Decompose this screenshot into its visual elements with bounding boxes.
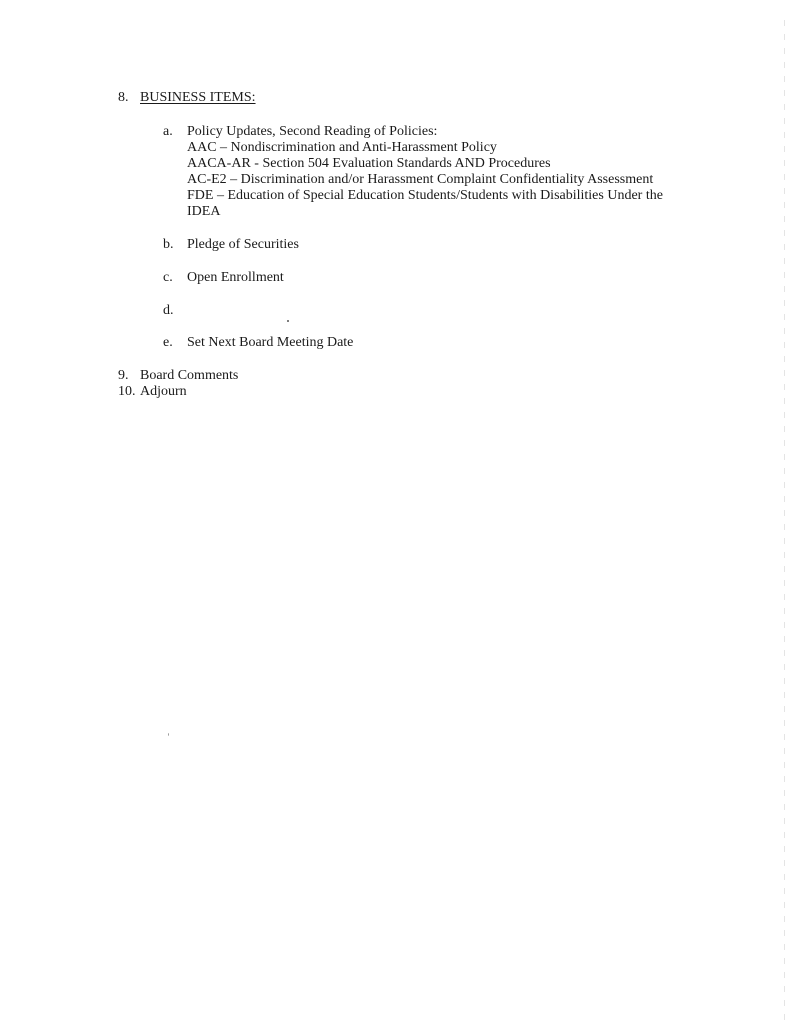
policy-line: FDE – Education of Special Education Students/Students with Disabilities Under the	[187, 188, 663, 203]
item-letter: a.	[163, 124, 173, 139]
policy-line: AACA-AR - Section 504 Evaluation Standards AND Procedures	[187, 156, 551, 171]
scan-speck	[168, 733, 169, 736]
section-number: 10.	[118, 384, 136, 399]
section-title: BUSINESS ITEMS:	[140, 90, 256, 105]
policy-line: AAC – Nondiscrimination and Anti-Harassment Policy	[187, 140, 497, 155]
policy-line: AC-E2 – Discrimination and/or Harassment Complaint Confidentiality Assessment	[187, 172, 654, 187]
section-adjourn	[118, 384, 187, 400]
item-letter: b.	[163, 237, 174, 252]
section-number: 9.	[118, 368, 129, 383]
item-text: Policy Updates, Second Reading of Policies:	[187, 124, 438, 139]
item-letter: c.	[163, 270, 173, 285]
policy-line: IDEA	[187, 204, 221, 219]
item-text: Open Enrollment	[187, 270, 284, 285]
section-text: Adjourn	[140, 384, 187, 399]
section-number: 8.	[118, 90, 129, 105]
business-item-e	[163, 335, 353, 351]
item-letter: e.	[163, 335, 173, 350]
item-text: Pledge of Securities	[187, 237, 299, 252]
scan-speck	[287, 320, 289, 322]
section-board-comments	[118, 368, 238, 384]
section-text: Board Comments	[140, 368, 239, 383]
item-text: Set Next Board Meeting Date	[187, 335, 354, 350]
business-item-d	[163, 303, 187, 319]
scan-edge-artifact	[784, 20, 785, 1020]
business-item-c	[163, 270, 284, 286]
business-item-a	[163, 124, 437, 140]
item-letter: d.	[163, 303, 174, 318]
business-item-b	[163, 237, 299, 253]
section-business-heading	[118, 90, 256, 106]
